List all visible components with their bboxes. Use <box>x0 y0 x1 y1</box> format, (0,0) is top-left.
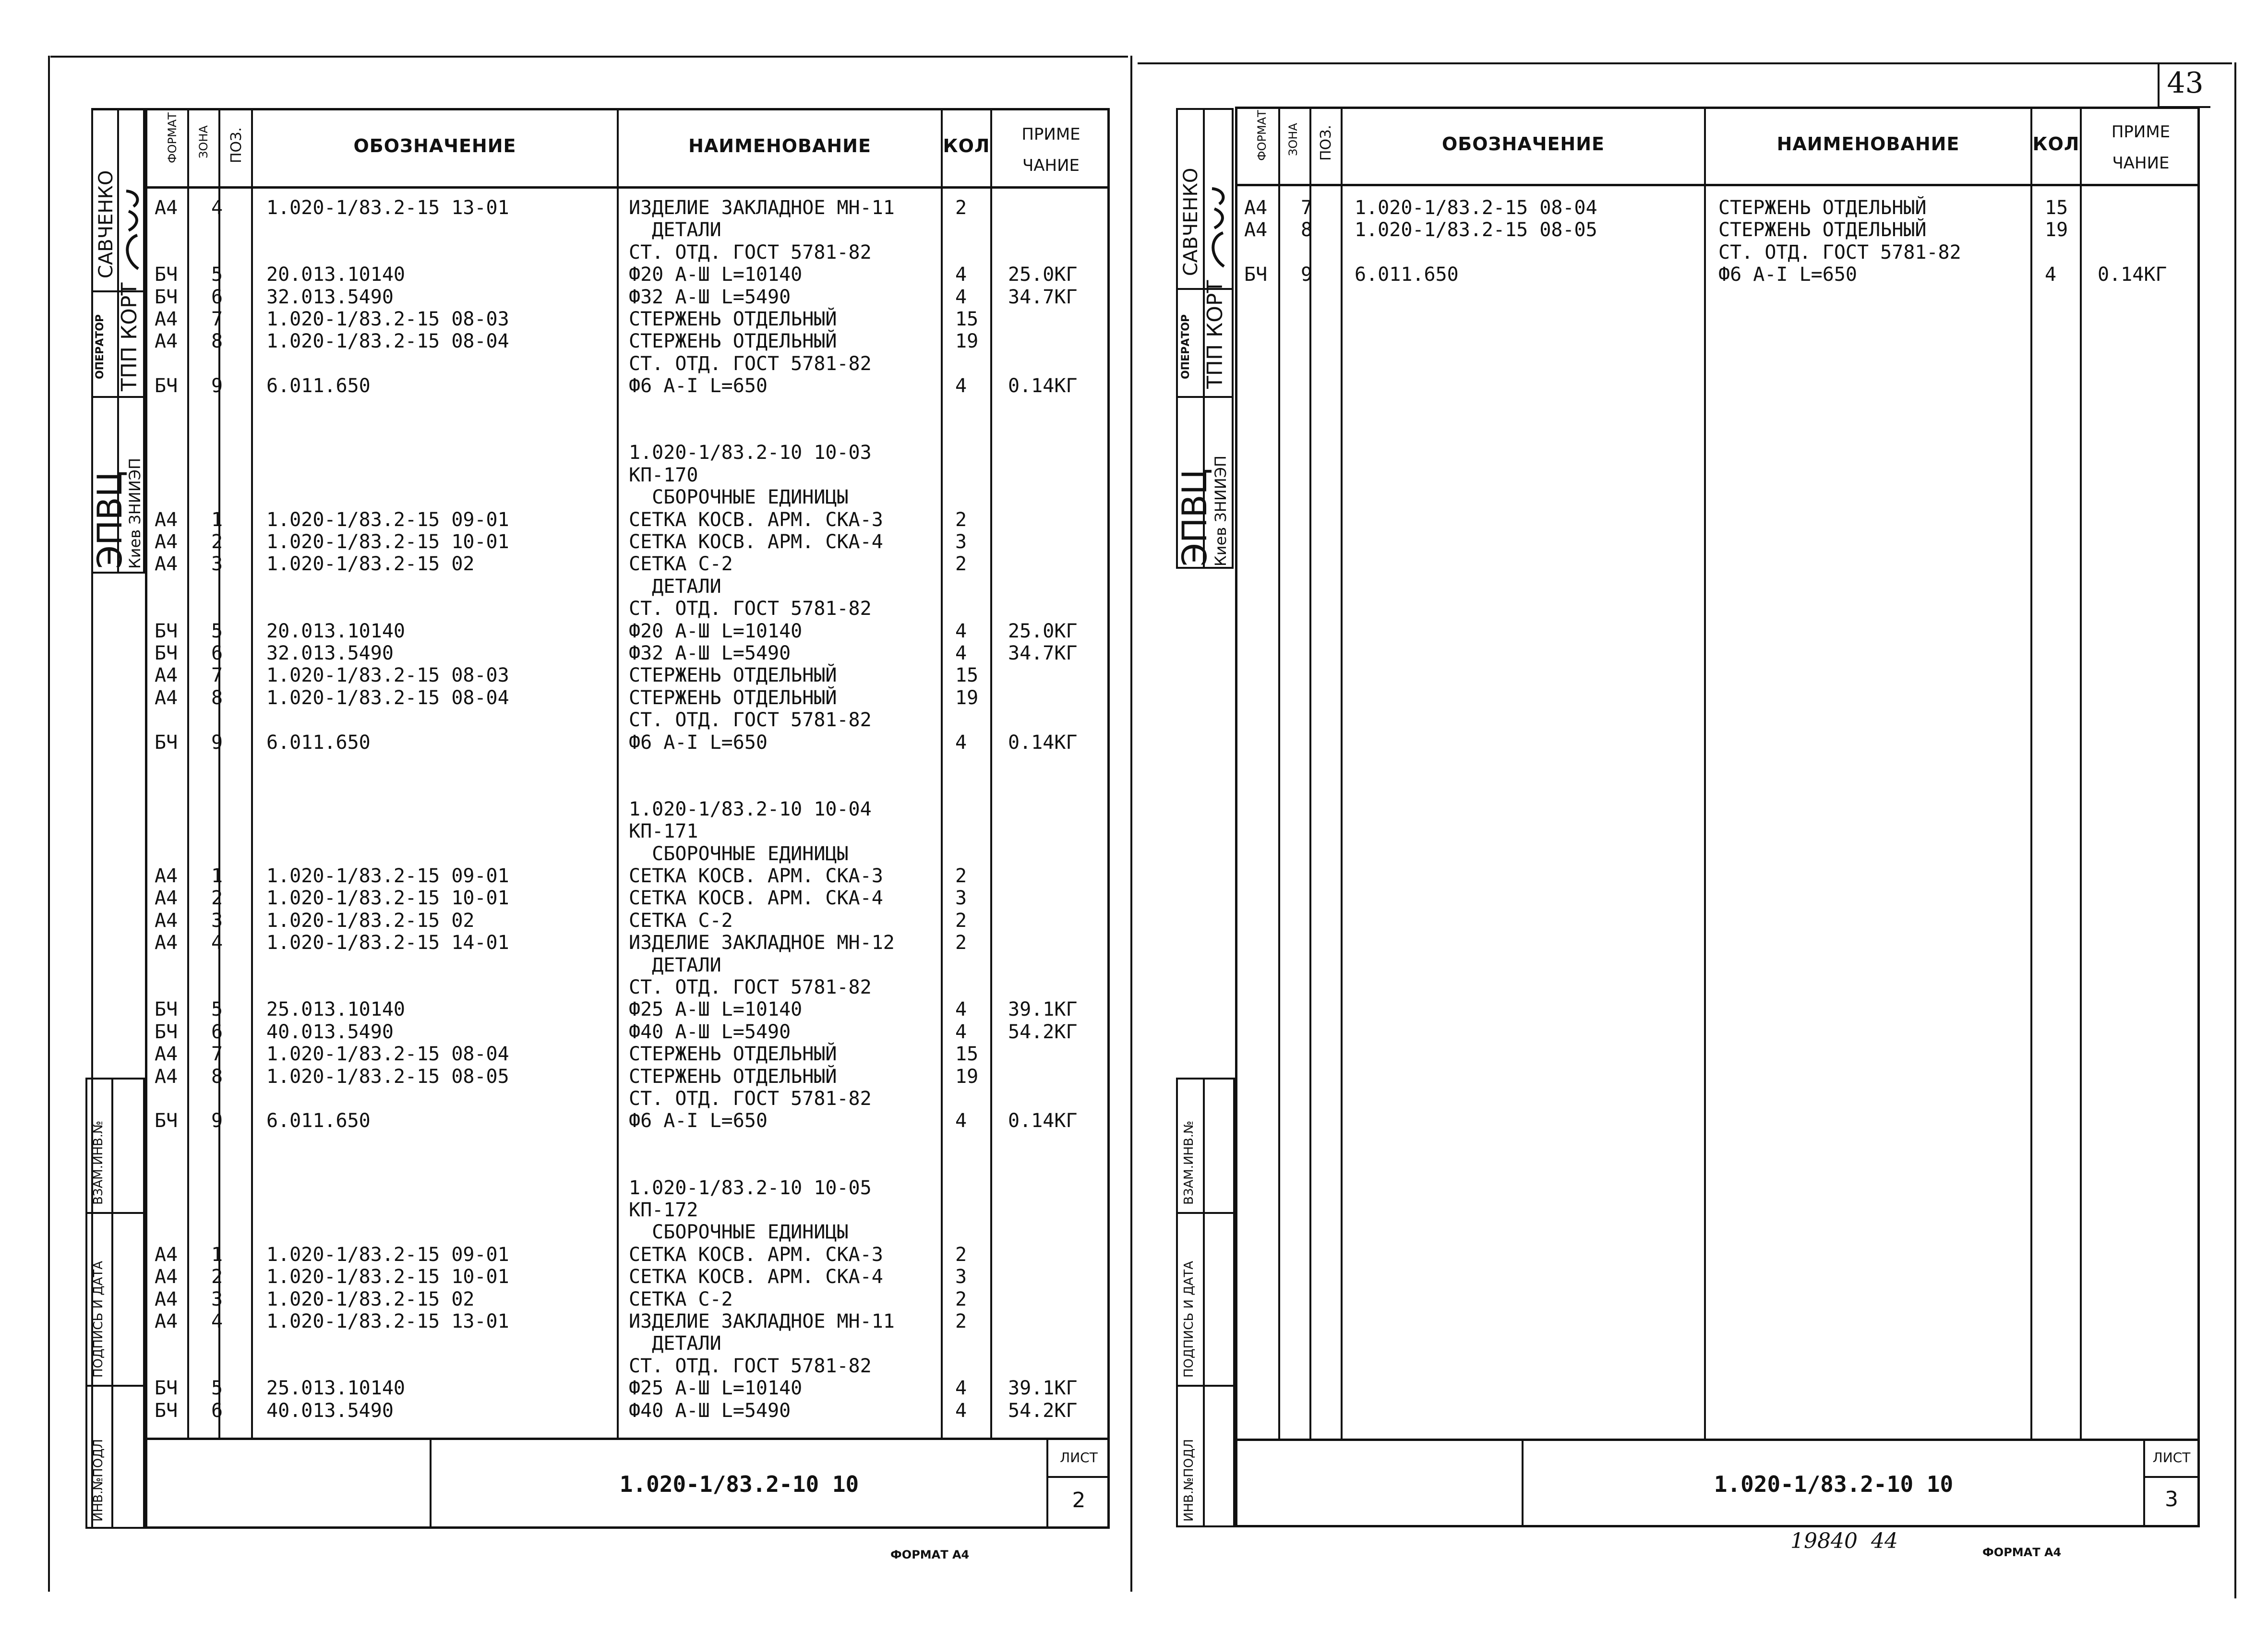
left-row-note: 34.7КГ <box>1008 286 1078 308</box>
left-row-name: Ф6 А-I L=650 <box>629 1110 768 1132</box>
left-row-name: СТЕРЖЕНЬ ОТДЕЛЬНЫЙ <box>629 330 837 353</box>
left-row-pos: 3 <box>211 909 223 932</box>
left-row-designation: 1.020-1/83.2-15 10-01 <box>266 531 509 553</box>
right-row-format: А4 <box>1244 197 1268 219</box>
left-row-format: А4 <box>155 664 178 687</box>
right-row-name: Ф6 А-I L=650 <box>1718 264 1857 286</box>
left-row-name: Ф32 А-Ш L=5490 <box>629 642 791 664</box>
left-row-pos: 8 <box>211 1065 223 1088</box>
left-row-pos: 1 <box>211 1243 223 1266</box>
right-row-pos: 8 <box>1301 219 1313 241</box>
left-row-format: БЧ <box>155 1020 178 1043</box>
right-sheet-label: ЛИСТ <box>2152 1450 2191 1465</box>
right-stamp-person: САВЧЕНКО <box>1180 168 1202 276</box>
left-stamp-sign-date: ПОДПИСЬ И ДАТА <box>91 1260 106 1378</box>
left-row-name: СЕТКА КОСВ. АРМ. СКА-3 <box>629 865 883 887</box>
left-row-qty: 15 <box>955 1043 979 1066</box>
left-title-divider <box>430 1438 432 1529</box>
right-stamp-operator-name: ТПП КОРТ <box>1203 280 1227 389</box>
left-row-pos: 6 <box>211 1399 223 1422</box>
left-row-name: СТЕРЖЕНЬ ОТДЕЛЬНЫЙ <box>629 664 837 687</box>
left-row-designation: 1.020-1/83.2-15 02 <box>266 909 475 932</box>
left-row-name: СБОРОЧНЫЕ ЕДИНИЦЫ <box>629 486 849 509</box>
left-row-name: Ф25 А-Ш L=10140 <box>629 998 803 1021</box>
left-row-designation: 6.011.650 <box>266 375 371 397</box>
left-row-name: СЕТКА КОСВ. АРМ. СКА-4 <box>629 887 883 910</box>
left-row-note: 25.0КГ <box>1008 620 1078 642</box>
left-row-note: 0.14КГ <box>1008 731 1078 754</box>
left-stamp-org-main: ЭПВЦ <box>90 471 130 569</box>
left-row-format: А4 <box>155 553 178 576</box>
left-row-pos: 4 <box>211 932 223 954</box>
page-number: 43 <box>2167 66 2204 100</box>
right-col-sep-6 <box>2080 107 2082 1439</box>
left-row-format: БЧ <box>155 620 178 642</box>
right-sheet-border <box>1235 107 2200 1527</box>
left-row-qty: 2 <box>955 865 967 887</box>
left-row-name: ИЗДЕЛИЕ ЗАКЛАДНОЕ МН-12 <box>629 932 895 954</box>
left-row-format: БЧ <box>155 264 178 286</box>
right-row-qty: 4 <box>2045 264 2057 286</box>
left-row-pos: 6 <box>211 1020 223 1043</box>
left-row-name: СЕТКА С-2 <box>629 553 733 576</box>
left-row-pos: 5 <box>211 264 223 286</box>
left-stamp-inv-replace: ВЗАМ.ИНВ.№ <box>91 1120 106 1205</box>
right-sheet-number: 3 <box>2165 1487 2178 1512</box>
left-row-pos: 2 <box>211 887 223 910</box>
left-row-designation: 40.013.5490 <box>266 1020 394 1043</box>
left-row-qty: 2 <box>955 932 967 954</box>
left-row-name: Ф6 А-I L=650 <box>629 731 768 754</box>
right-header-pos: ПОЗ. <box>1318 125 1334 161</box>
left-row-pos: 1 <box>211 865 223 887</box>
left-row-pos: 9 <box>211 731 223 754</box>
left-row-qty: 19 <box>955 686 979 709</box>
left-row-qty: 4 <box>955 1020 967 1043</box>
left-row-name: Ф40 А-Ш L=5490 <box>629 1020 791 1043</box>
left-row-name: СЕТКА С-2 <box>629 909 733 932</box>
left-row-name: СТЕРЖЕНЬ ОТДЕЛЬНЫЙ <box>629 686 837 709</box>
left-row-designation: 1.020-1/83.2-15 09-01 <box>266 865 509 887</box>
left-row-name: СЕТКА КОСВ. АРМ. СКА-3 <box>629 1243 883 1266</box>
left-row-name: Ф20 А-Ш L=10140 <box>629 620 803 642</box>
right-format-label: ФОРМАТ А4 <box>1982 1546 2062 1559</box>
right-col-sep-5 <box>2030 107 2032 1439</box>
right-header-name: НАИМЕНОВАНИЕ <box>1776 133 1960 155</box>
left-row-format: А4 <box>155 1065 178 1088</box>
left-row-pos: 4 <box>211 197 223 219</box>
left-row-pos: 9 <box>211 375 223 397</box>
left-row-format: А4 <box>155 330 178 353</box>
left-header-format: ФОРМАТ <box>166 112 179 163</box>
right-stamp-sign-date: ПОДПИСЬ И ДАТА <box>1182 1260 1196 1378</box>
right-row-pos: 9 <box>1301 264 1313 286</box>
left-row-pos: 2 <box>211 1266 223 1288</box>
left-row-designation: 1.020-1/83.2-15 14-01 <box>266 932 509 954</box>
left-col-sep-5 <box>941 108 943 1438</box>
left-row-format: А4 <box>155 1288 178 1310</box>
left-row-format: БЧ <box>155 375 178 397</box>
right-row-format: А4 <box>1244 219 1268 241</box>
left-row-name: СТ. ОТД. ГОСТ 5781-82 <box>629 976 872 998</box>
left-row-note: 54.2КГ <box>1008 1399 1078 1422</box>
top-frame-line-right <box>1138 62 2232 64</box>
right-frame-edge <box>2234 62 2236 1598</box>
left-row-name: СТ. ОТД. ГОСТ 5781-82 <box>629 1088 872 1110</box>
left-row-format: БЧ <box>155 731 178 754</box>
left-row-name: СЕТКА КОСВ. АРМ. СКА-4 <box>629 531 883 553</box>
left-row-format: А4 <box>155 686 178 709</box>
left-row-qty: 3 <box>955 887 967 910</box>
right-stamp-signature <box>1205 185 1232 271</box>
left-row-name: ДЕТАЛИ <box>629 954 721 976</box>
left-row-name: Ф6 А-I L=650 <box>629 375 768 397</box>
left-row-note: 34.7КГ <box>1008 642 1078 664</box>
left-row-name: 1.020-1/83.2-10 10-04 <box>629 798 872 820</box>
left-row-qty: 4 <box>955 264 967 286</box>
left-row-note: 54.2КГ <box>1008 1020 1078 1043</box>
left-sheet-number: 2 <box>1072 1488 1086 1512</box>
left-row-designation: 1.020-1/83.2-15 08-03 <box>266 308 509 330</box>
left-row-note: 0.14КГ <box>1008 1110 1078 1132</box>
left-row-format: БЧ <box>155 998 178 1021</box>
right-row-name: СТ. ОТД. ГОСТ 5781-82 <box>1718 241 1961 264</box>
left-row-name: Ф32 А-Ш L=5490 <box>629 286 791 308</box>
left-row-designation: 1.020-1/83.2-15 08-03 <box>266 664 509 687</box>
right-col-sep-3 <box>1341 107 1343 1439</box>
left-header-note-2: ЧАНИЕ <box>1022 156 1080 175</box>
left-row-name: СТЕРЖЕНЬ ОТДЕЛЬНЫЙ <box>629 1043 837 1066</box>
left-row-qty: 2 <box>955 1243 967 1266</box>
left-header-zone: ЗОНА <box>197 125 210 158</box>
left-row-pos: 5 <box>211 620 223 642</box>
left-row-format: БЧ <box>155 642 178 664</box>
right-stamp-operator-label: ОПЕРАТОР <box>1180 314 1192 379</box>
left-header-qty: КОЛ <box>943 135 990 156</box>
left-row-qty: 4 <box>955 1377 967 1400</box>
left-row-pos: 2 <box>211 531 223 553</box>
left-row-designation: 40.013.5490 <box>266 1399 394 1422</box>
left-row-pos: 1 <box>211 508 223 531</box>
left-row-note: 39.1КГ <box>1008 998 1078 1021</box>
left-row-name: СТ. ОТД. ГОСТ 5781-82 <box>629 1355 872 1377</box>
left-row-designation: 20.013.10140 <box>266 620 405 642</box>
left-row-designation: 1.020-1/83.2-15 08-05 <box>266 1065 509 1088</box>
left-row-pos: 8 <box>211 686 223 709</box>
left-header-bottom-line <box>145 186 1110 189</box>
left-row-pos: 7 <box>211 1043 223 1066</box>
left-col-sep-6 <box>990 108 992 1438</box>
right-header-qty: КОЛ <box>2032 133 2080 155</box>
left-row-name: СТ. ОТД. ГОСТ 5781-82 <box>629 598 872 620</box>
left-row-qty: 19 <box>955 1065 979 1088</box>
left-row-designation: 32.013.5490 <box>266 286 394 308</box>
right-doc-code: 1.020-1/83.2-10 10 <box>1714 1471 1954 1497</box>
right-stamp-org-main: ЭПВЦ <box>1175 468 1214 566</box>
left-row-designation: 1.020-1/83.2-15 09-01 <box>266 508 509 531</box>
left-row-format: А4 <box>155 1243 178 1266</box>
left-row-designation: 32.013.5490 <box>266 642 394 664</box>
right-row-qty: 19 <box>2045 219 2068 241</box>
left-row-format: А4 <box>155 531 178 553</box>
left-row-pos: 5 <box>211 1377 223 1400</box>
left-row-name: ИЗДЕЛИЕ ЗАКЛАДНОЕ МН-11 <box>629 1310 895 1332</box>
left-row-designation: 1.020-1/83.2-15 13-01 <box>266 1310 509 1332</box>
left-row-name: СЕТКА С-2 <box>629 1288 733 1310</box>
left-row-qty: 4 <box>955 998 967 1021</box>
left-row-pos: 6 <box>211 286 223 308</box>
left-row-qty: 4 <box>955 620 967 642</box>
right-title-sheet-line <box>2143 1476 2200 1478</box>
right-row-name: СТЕРЖЕНЬ ОТДЕЛЬНЫЙ <box>1718 219 1927 241</box>
left-row-format: БЧ <box>155 286 178 308</box>
left-row-name: 1.020-1/83.2-10 10-05 <box>629 1176 872 1199</box>
left-row-name: ДЕТАЛИ <box>629 575 721 598</box>
left-row-designation: 1.020-1/83.2-15 02 <box>266 553 475 576</box>
left-col-sep-4 <box>617 108 619 1438</box>
right-stamp-inv-replace: ВЗАМ.ИНВ.№ <box>1182 1120 1196 1205</box>
left-stamp-operator-label: ОПЕРАТОР <box>94 314 106 379</box>
left-row-pos: 7 <box>211 308 223 330</box>
left-row-format: А4 <box>155 1310 178 1332</box>
left-row-format: А4 <box>155 1266 178 1288</box>
left-row-name: СТ. ОТД. ГОСТ 5781-82 <box>629 709 872 732</box>
right-row-qty: 15 <box>2045 197 2068 219</box>
left-row-designation: 1.020-1/83.2-15 10-01 <box>266 1266 509 1288</box>
left-row-name: СЕТКА КОСВ. АРМ. СКА-4 <box>629 1266 883 1288</box>
left-row-format: А4 <box>155 887 178 910</box>
left-header-designation: ОБОЗНАЧЕНИЕ <box>353 135 516 156</box>
left-row-pos: 8 <box>211 330 223 353</box>
right-row-designation: 1.020-1/83.2-15 08-04 <box>1355 197 1597 219</box>
left-row-pos: 3 <box>211 553 223 576</box>
right-row-name: СТЕРЖЕНЬ ОТДЕЛЬНЫЙ <box>1718 197 1927 219</box>
left-row-designation: 25.013.10140 <box>266 1377 405 1400</box>
left-row-pos: 3 <box>211 1288 223 1310</box>
left-row-name: ДЕТАЛИ <box>629 219 721 241</box>
left-row-designation: 6.011.650 <box>266 1110 371 1132</box>
left-col-sep-1 <box>187 108 189 1438</box>
left-row-format: БЧ <box>155 1399 178 1422</box>
left-stamp-org-sub: Киев ЗНИИЭП <box>126 457 144 569</box>
left-row-designation: 6.011.650 <box>266 731 371 754</box>
left-row-name: КП-170 <box>629 464 698 486</box>
left-row-designation: 1.020-1/83.2-15 13-01 <box>266 197 509 219</box>
left-stamp-person: САВЧЕНКО <box>95 170 117 278</box>
left-row-note: 0.14КГ <box>1008 375 1078 397</box>
left-row-qty: 2 <box>955 508 967 531</box>
left-row-name: КП-171 <box>629 820 698 843</box>
left-row-name: СЕТКА КОСВ. АРМ. СКА-3 <box>629 508 883 531</box>
left-sheet-label: ЛИСТ <box>1060 1450 1098 1465</box>
right-col-sep-1 <box>1278 107 1280 1439</box>
left-row-qty: 4 <box>955 731 967 754</box>
right-row-format: БЧ <box>1244 264 1268 286</box>
left-stamp-inv-orig: ИНВ.№ПОДЛ <box>91 1439 106 1522</box>
left-row-qty: 3 <box>955 531 967 553</box>
left-row-qty: 3 <box>955 1266 967 1288</box>
right-row-pos: 7 <box>1301 197 1313 219</box>
left-col-sep-3 <box>251 108 253 1438</box>
left-row-name: СТ. ОТД. ГОСТ 5781-82 <box>629 352 872 375</box>
left-row-format: А4 <box>155 1043 178 1066</box>
left-stamp-signature <box>119 187 146 274</box>
left-row-pos: 4 <box>211 1310 223 1332</box>
left-row-format: А4 <box>155 197 178 219</box>
left-row-name: СТ. ОТД. ГОСТ 5781-82 <box>629 241 872 264</box>
right-header-note-1: ПРИМЕ <box>2111 122 2171 142</box>
left-title-sheet-divider <box>1046 1438 1048 1529</box>
left-row-qty: 2 <box>955 1288 967 1310</box>
left-row-note: 39.1КГ <box>1008 1377 1078 1400</box>
left-row-name: КП-172 <box>629 1199 698 1221</box>
left-row-name: СБОРОЧНЫЕ ЕДИНИЦЫ <box>629 1221 849 1244</box>
left-row-pos: 7 <box>211 664 223 687</box>
left-title-top-line <box>145 1438 1110 1440</box>
left-row-name: Ф40 А-Ш L=5490 <box>629 1399 791 1422</box>
top-frame-line <box>50 56 1128 58</box>
left-frame-edge <box>48 56 50 1592</box>
right-title-top-line <box>1235 1439 2200 1441</box>
right-row-note: 0.14КГ <box>2098 264 2167 286</box>
left-row-qty: 2 <box>955 1310 967 1332</box>
left-row-name: Ф20 А-Ш L=10140 <box>629 264 803 286</box>
left-title-sheet-line <box>1046 1476 1110 1478</box>
left-row-qty: 4 <box>955 375 967 397</box>
left-row-note: 25.0КГ <box>1008 264 1078 286</box>
left-row-name: ИЗДЕЛИЕ ЗАКЛАДНОЕ МН-11 <box>629 197 895 219</box>
right-header-format: ФОРМАТ <box>1255 110 1269 161</box>
left-row-qty: 2 <box>955 909 967 932</box>
left-header-pos: ПОЗ. <box>228 127 245 163</box>
right-header-note-2: ЧАНИЕ <box>2112 154 2170 173</box>
left-row-name: СТЕРЖЕНЬ ОТДЕЛЬНЫЙ <box>629 308 837 330</box>
left-row-qty: 15 <box>955 664 979 687</box>
left-row-format: А4 <box>155 308 178 330</box>
left-row-pos: 5 <box>211 998 223 1021</box>
left-row-name: ДЕТАЛИ <box>629 1332 721 1355</box>
right-header-zone: ЗОНА <box>1286 123 1300 156</box>
left-row-qty: 15 <box>955 308 979 330</box>
left-row-qty: 2 <box>955 197 967 219</box>
center-fold-line <box>1130 56 1132 1592</box>
left-row-designation: 1.020-1/83.2-15 02 <box>266 1288 475 1310</box>
left-row-designation: 1.020-1/83.2-15 08-04 <box>266 686 509 709</box>
right-col-sep-2 <box>1309 107 1311 1439</box>
left-row-qty: 19 <box>955 330 979 353</box>
right-handwritten-note: 19840 44 <box>1790 1529 1898 1553</box>
right-header-bottom-line <box>1235 184 2200 186</box>
right-stamp-inv-orig: ИНВ.№ПОДЛ <box>1182 1439 1196 1522</box>
left-row-name: 1.020-1/83.2-10 10-03 <box>629 442 872 464</box>
right-row-designation: 1.020-1/83.2-15 08-05 <box>1355 219 1597 241</box>
left-row-designation: 25.013.10140 <box>266 998 405 1021</box>
right-title-divider <box>1522 1439 1524 1527</box>
left-row-name: СБОРОЧНЫЕ ЕДИНИЦЫ <box>629 842 849 865</box>
left-row-designation: 1.020-1/83.2-15 08-04 <box>266 330 509 353</box>
left-row-designation: 1.020-1/83.2-15 08-04 <box>266 1043 509 1066</box>
left-row-qty: 4 <box>955 286 967 308</box>
left-row-format: А4 <box>155 865 178 887</box>
left-row-format: А4 <box>155 932 178 954</box>
right-col-sep-4 <box>1704 107 1706 1439</box>
right-stamp-org-sub: Киев ЗНИИЭП <box>1212 455 1230 566</box>
right-header-designation: ОБОЗНАЧЕНИЕ <box>1441 133 1605 155</box>
left-row-qty: 4 <box>955 642 967 664</box>
left-row-designation: 20.013.10140 <box>266 264 405 286</box>
left-row-format: А4 <box>155 508 178 531</box>
left-row-qty: 4 <box>955 1399 967 1422</box>
right-row-designation: 6.011.650 <box>1355 264 1459 286</box>
left-row-name: СТЕРЖЕНЬ ОТДЕЛЬНЫЙ <box>629 1065 837 1088</box>
left-row-pos: 9 <box>211 1110 223 1132</box>
left-stamp-operator-name: ТПП КОРТ <box>117 282 142 391</box>
left-format-label: ФОРМАТ А4 <box>890 1548 970 1561</box>
left-row-designation: 1.020-1/83.2-15 10-01 <box>266 887 509 910</box>
left-row-qty: 4 <box>955 1110 967 1132</box>
left-row-qty: 2 <box>955 553 967 576</box>
left-row-format: БЧ <box>155 1377 178 1400</box>
left-doc-code: 1.020-1/83.2-10 10 <box>619 1471 859 1497</box>
left-row-pos: 6 <box>211 642 223 664</box>
left-row-designation: 1.020-1/83.2-15 09-01 <box>266 1243 509 1266</box>
left-row-format: А4 <box>155 909 178 932</box>
left-row-name: Ф25 А-Ш L=10140 <box>629 1377 803 1400</box>
left-header-note-1: ПРИМЕ <box>1021 125 1080 144</box>
left-row-format: БЧ <box>155 1110 178 1132</box>
left-header-name: НАИМЕНОВАНИЕ <box>688 135 871 156</box>
